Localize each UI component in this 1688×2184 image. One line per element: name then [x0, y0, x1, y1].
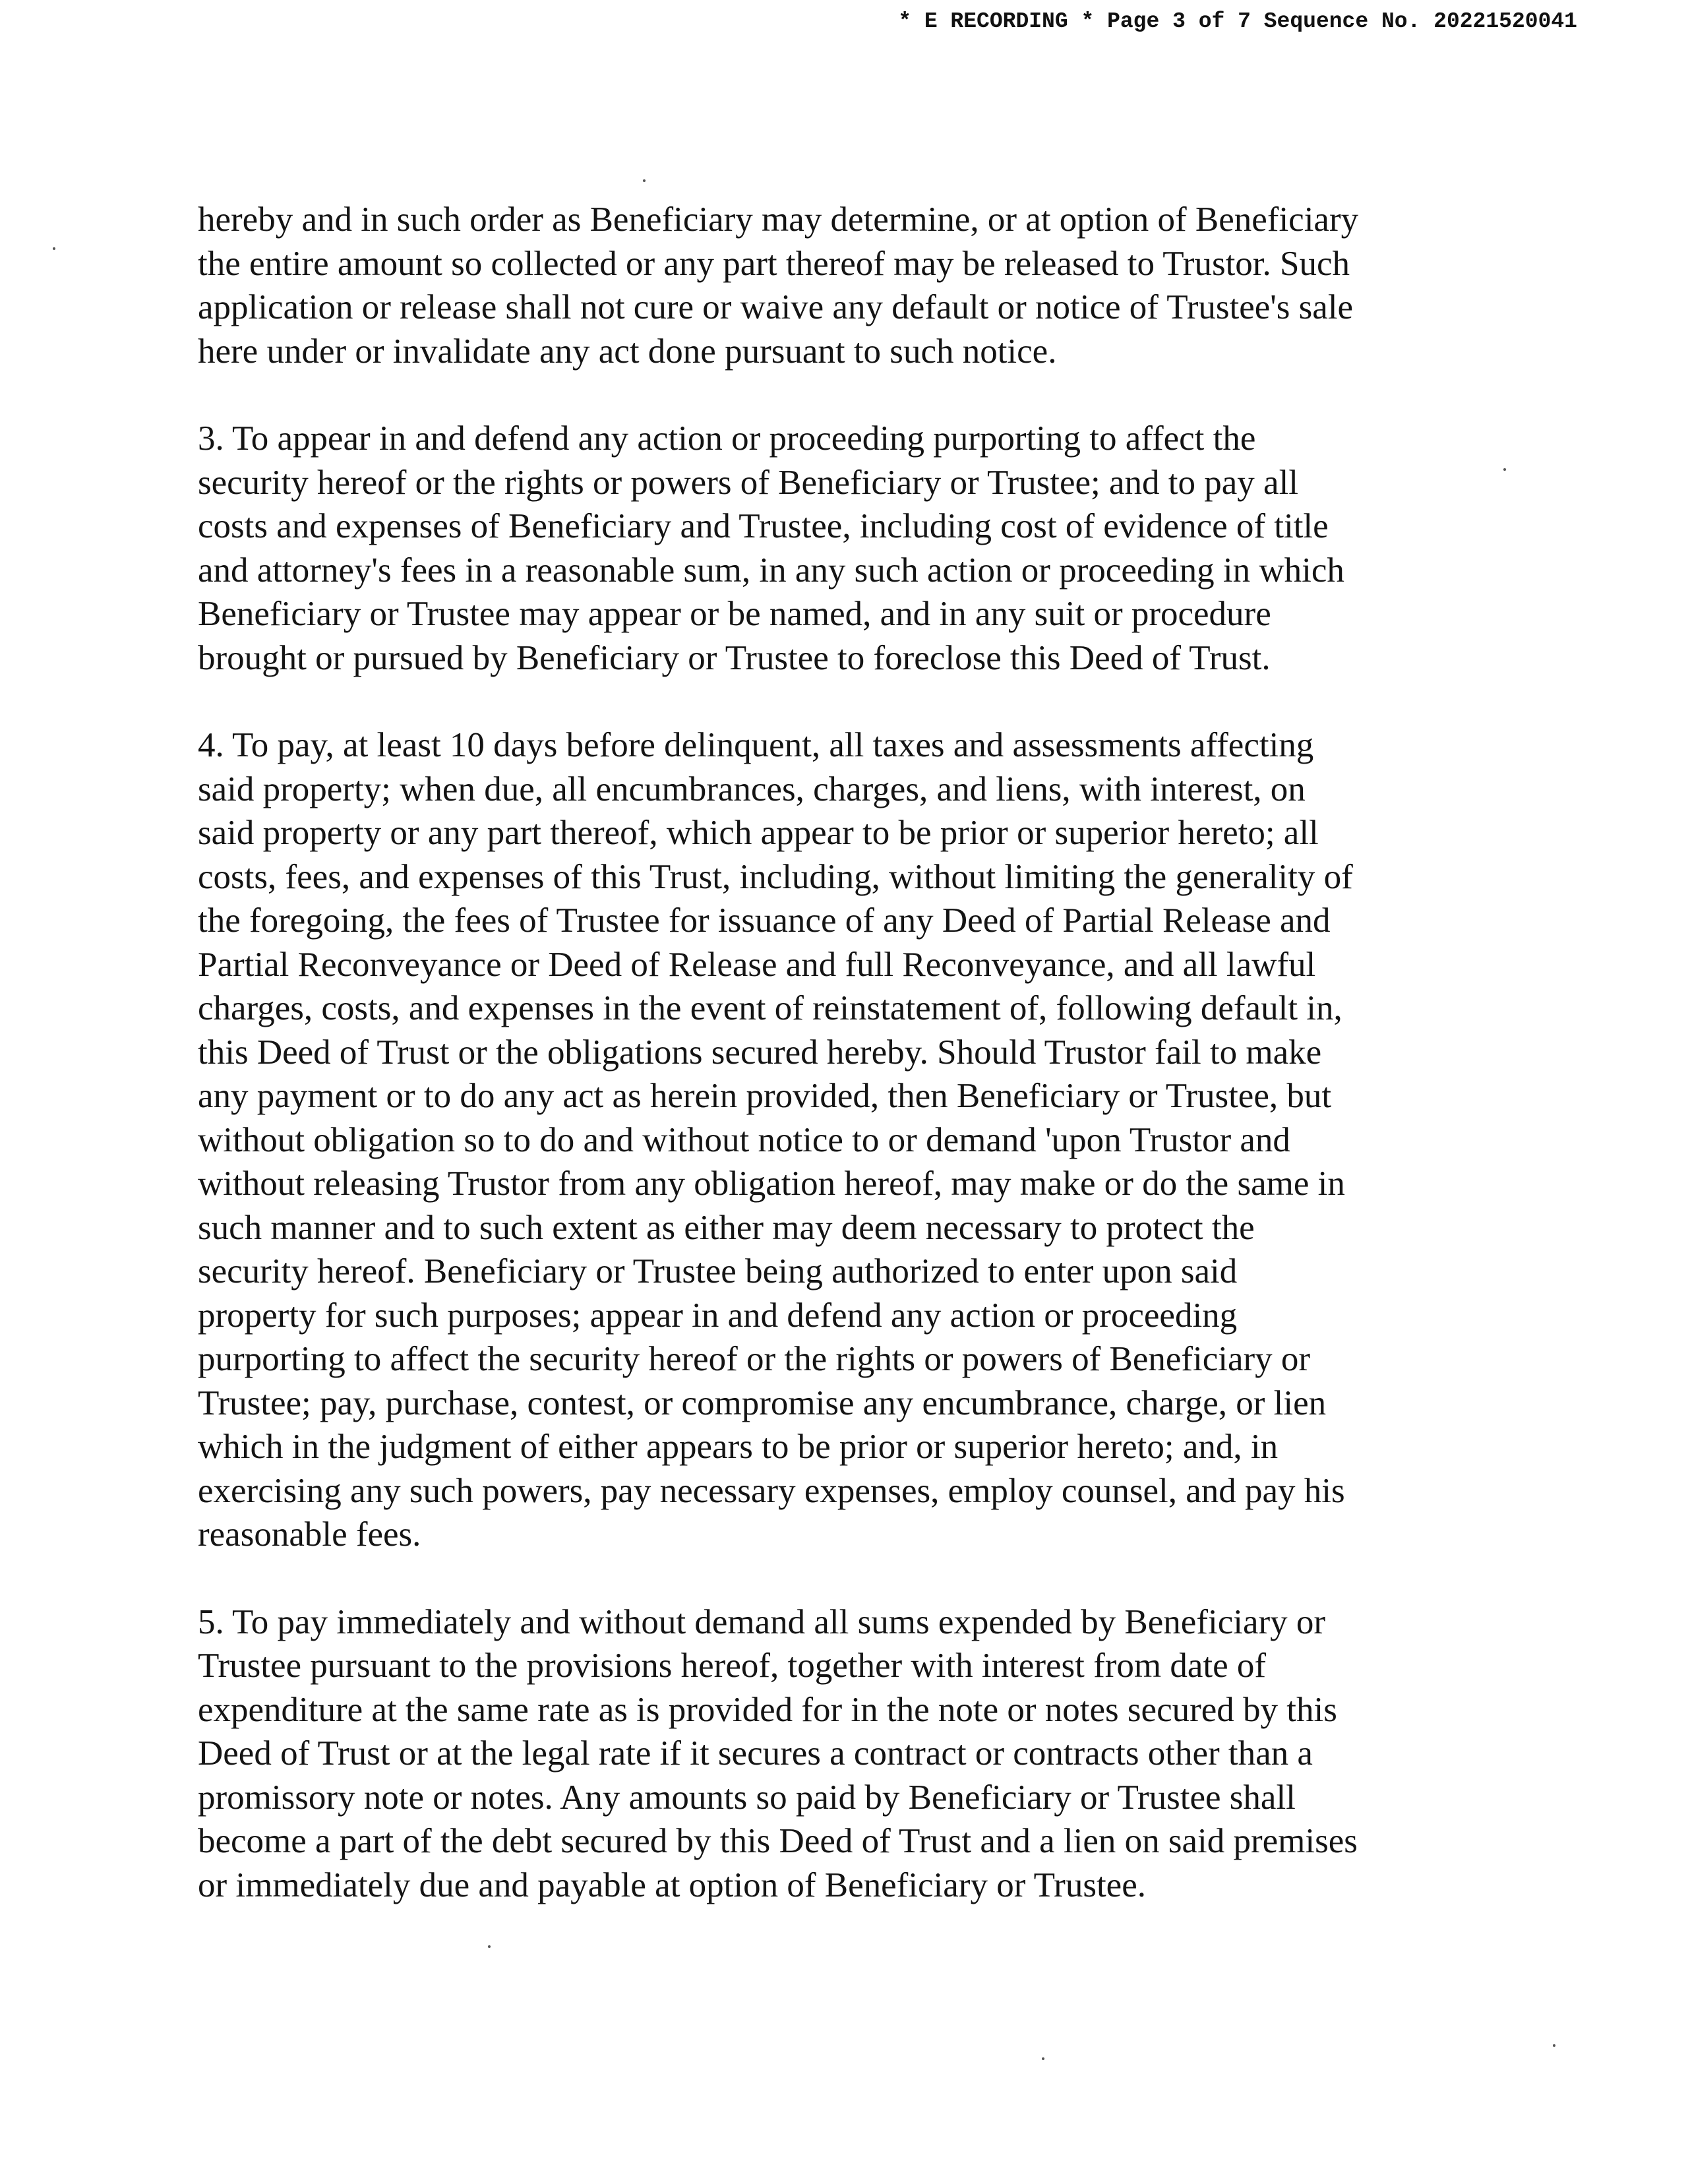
paragraph-4: 4. To pay, at least 10 days before delinquent, all taxes and assessments affecting said property; when due, all encumbrances, charges, and liens, with interest, on said property or any part thereof, which appear to be prior or superior hereto; all costs, fees, and expenses of this Trust, including, without limiting the generality of the foregoing, the fees of Trustee for issuance of any Deed of Partial Release and Partial Reconveyance or Deed of Release and full Reconveyance, and all lawful charges, costs, and expenses in the event of reinstatement of, following default in, this Deed of Trust or the obligations secured hereby. Should Trustor fail to make any payment or to do any act as herein provided, then Beneficiary or Trustee, but without obligation so to do and without notice to or demand 'upon Trustor and without releasing Trustor from any obligation hereof, may make or do the same in such manner and to such extent as either may deem necessary to protect the security hereof. Beneficiary or Trustee being authorized to enter upon said property for such purposes; appear in and defend any action or proceeding purporting to affect the security hereof or the rights or powers of Beneficiary or Trustee; pay, purchase, contest, or compromise any encumbrance, charge, or lien which in the judgment of either appears to be prior or superior hereto; and, in exercising any such powers, pay necessary expenses, employ counsel, and pay his reasonable fees.: [198, 726, 1353, 1554]
scan-speck: [53, 247, 55, 250]
document-body: [198, 198, 1490, 1951]
paragraph-5: 5. To pay immediately and without demand all sums expended by Beneficiary or Trustee pursuant to the provisions hereof, together with interest from date of expenditure at the same rate as is provided for in the note or notes secured by this Deed of Trust or at the legal rate if it secures a contract or contracts other than a promissory note or notes. Any amounts so paid by Beneficiary or Trustee shall become a part of the debt secured by this Deed of Trust and a lien on said premises or immediately due and payable at option of Beneficiary or Trustee.: [198, 1602, 1358, 1904]
scan-speck: [643, 179, 646, 182]
scan-speck: [488, 1945, 491, 1948]
paragraph-3: 3. To appear in and defend any action or proceeding purporting to affect the security hereof or the rights or powers of Beneficiary or Trustee; and to pay all costs and expenses of Beneficiary and Trustee, including cost of evidence of title and attorney's fees in a reasonable sum, in any such action or proceeding in which Beneficiary or Trustee may appear or be named, and in any suit or procedure brought or pursued by Beneficiary or Trustee to foreclose this Deed of Trust.: [198, 419, 1344, 677]
paragraph-continuation: hereby and in such order as Beneficiary may determine, or at option of Beneficiary the entire amount so collected or any part thereof may be released to Trustor. Such application or release shall not cure or waive any default or notice of Trustee's sale here under or invalidate any act done pursuant to such notice.: [198, 200, 1359, 371]
recording-header: * E RECORDING * Page 3 of 7 Sequence No. 20221520041: [898, 9, 1577, 34]
scan-speck: [1042, 2057, 1044, 2060]
scan-speck: [1553, 2044, 1555, 2047]
scan-speck: [1503, 468, 1506, 471]
